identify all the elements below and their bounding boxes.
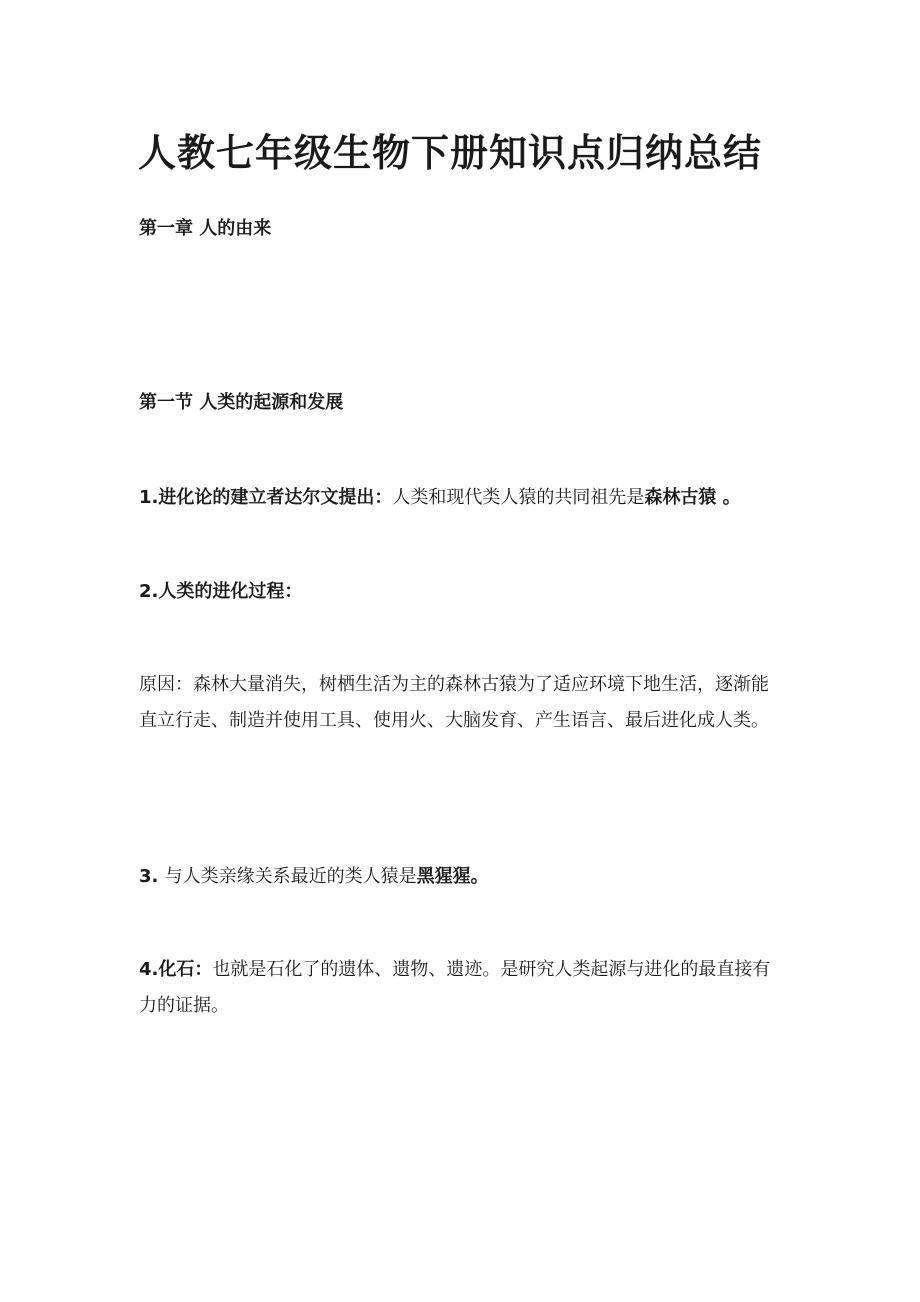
chapter-heading: 第一章 人的由来: [139, 218, 272, 239]
paragraph-label: 2.人类的进化过程：: [139, 581, 303, 602]
paragraph-tail: 。: [470, 866, 489, 887]
paragraph-text: 人类和现代类人猿的共同祖先是: [392, 487, 645, 508]
paragraph-tail: 。: [716, 487, 741, 508]
section-heading: 第一节 人类的起源和发展: [139, 392, 344, 413]
paragraph-cause: [139, 667, 784, 739]
paragraph-text: 森林大量消失，树栖生活为主的森林古猿为了适应环境下地生活，逐渐能直立行走、制造并使用工具、使用火、大脑发育、产生语言、最后进化成人类。: [139, 674, 769, 731]
paragraph-text: 也就是石化了的遗体、遗物、遗迹。是研究人类起源与进化的最直接有力的证据。: [139, 959, 771, 1016]
highlight-term: 森林古猿: [644, 487, 717, 508]
paragraph-evolution-process: [139, 574, 784, 610]
document-title: 人教七年级生物下册知识点归纳总结: [138, 131, 763, 175]
paragraph-text: 与人类亲缘关系最近的类人猿是: [164, 866, 417, 887]
paragraph-label: 4.化石：: [139, 959, 213, 980]
paragraph-chimpanzee: [139, 859, 784, 895]
paragraph-fossil: [139, 952, 784, 1024]
highlight-term: 黑猩猩: [416, 866, 471, 887]
paragraph-label: 1.进化论的建立者达尔文提出：: [139, 487, 393, 508]
paragraph-label: 3.: [139, 866, 165, 887]
paragraph-darwin: [139, 480, 784, 516]
paragraph-label: 原因：: [139, 674, 193, 695]
